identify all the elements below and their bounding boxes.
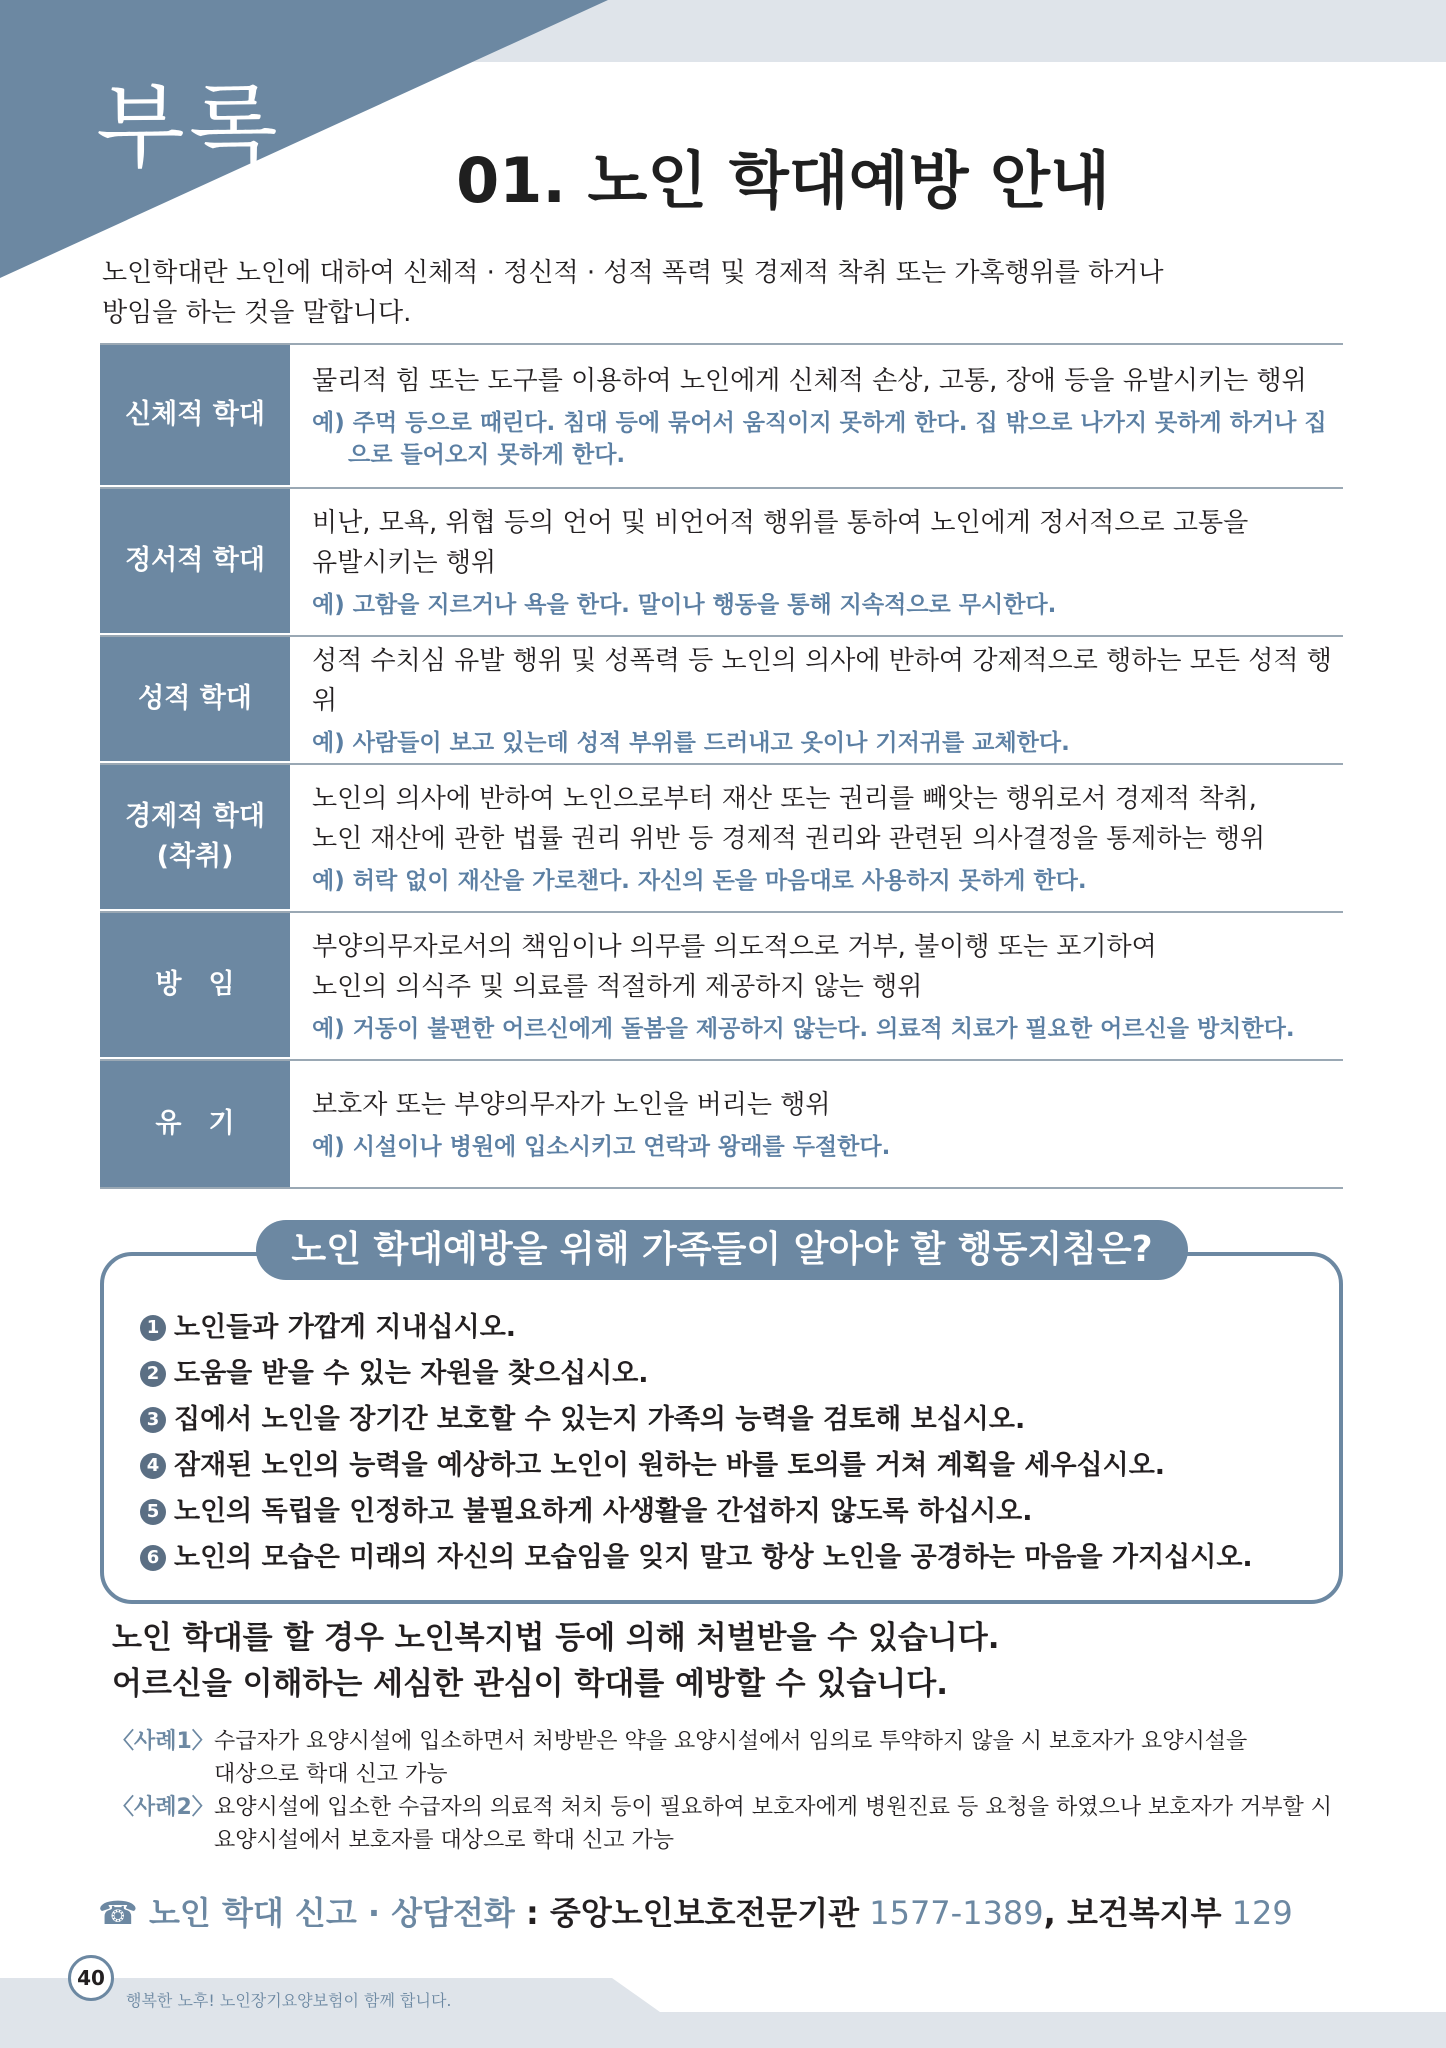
description-text: 노인의 의식주 및 의료를 적절하게 제공하지 않는 행위 — [312, 972, 923, 1002]
guideline-text: 노인의 모습은 미래의 자신의 모습임을 잊지 말고 항상 노인을 공경하는 마음을 가지십시오. — [174, 1542, 1253, 1573]
case-text: 수급자가 요양시설에 입소하면서 처방받은 약을 요양시설에서 임의로 투약하지 않을 시 보호자가 요양시설을 — [214, 1729, 1248, 1754]
list-item — [140, 1351, 1320, 1397]
case-text: 대상으로 학대 신고 가능 — [214, 1762, 448, 1787]
description-cell — [290, 1061, 1343, 1187]
description-cell — [290, 345, 1343, 487]
description-cell — [290, 489, 1343, 635]
description-cell — [290, 913, 1343, 1059]
category-label: 유 기 — [155, 1108, 235, 1139]
intro-line-2: 방임을 하는 것을 말합니다. — [102, 298, 412, 328]
description-cell — [290, 765, 1343, 911]
page-number: 40 — [68, 1955, 114, 2001]
description-text: 유발시키는 행위 — [312, 548, 497, 578]
example-text: 예) 주먹 등으로 때린다. 침대 등에 묶어서 움직이지 못하게 한다. 집 밖으로 나가지 못하게 하거나 집으로 들어오지 못하게 한다. — [312, 410, 1327, 468]
intro-paragraph — [102, 253, 1352, 333]
abuse-types-table — [100, 343, 1343, 1189]
hotline-org-1: 중앙노인보호전문기관 — [549, 1894, 860, 1932]
case-item — [112, 1725, 1372, 1791]
description-text: 보호자 또는 부양의무자가 노인을 버리는 행위 — [312, 1090, 831, 1120]
category-label: 경제적 학대 — [125, 801, 265, 832]
description-cell — [290, 637, 1343, 763]
category-cell — [100, 637, 290, 763]
guideline-text: 노인의 독립을 인정하고 불필요하게 사생활을 간섭하지 않도록 하십시오. — [174, 1496, 1033, 1527]
category-cell — [100, 913, 290, 1059]
page-title: 01. 노인 학대예방 안내 — [456, 144, 1110, 217]
example-text: 예) 거동이 불편한 어르신에게 돌봄을 제공하지 않는다. 의료적 치료가 필요한 어르신을 방치한다. — [312, 1016, 1295, 1042]
description-text: 부양의무자로서의 책임이나 의무를 의도적으로 거부, 불이행 또는 포기하여 — [312, 932, 1157, 962]
list-item — [140, 1535, 1320, 1581]
table-row — [100, 343, 1343, 489]
case-tag: 〈사례1〉 — [112, 1729, 214, 1754]
example-text: 예) 시설이나 병원에 입소시키고 연락과 왕래를 두절한다. — [312, 1134, 891, 1160]
number-badge-icon: 3 — [140, 1407, 166, 1433]
hotline-number-1: 1577-1389 — [859, 1894, 1044, 1932]
number-badge-icon: 2 — [140, 1361, 166, 1387]
phone-icon: ☎ — [98, 1894, 149, 1932]
hotline-label: 노인 학대 신고 · 상담전화 — [149, 1894, 515, 1932]
closing-line-2: 어르신을 이해하는 세심한 관심이 학대를 예방할 수 있습니다. — [112, 1666, 948, 1702]
category-label: 방 임 — [155, 969, 235, 1000]
number-badge-icon: 1 — [140, 1315, 166, 1341]
description-text: 노인 재산에 관한 법률 권리 위반 등 경제적 권리와 관련된 의사결정을 통제하는 행위 — [312, 824, 1266, 854]
category-label: 정서적 학대 — [125, 545, 265, 576]
intro-line-1: 노인학대란 노인에 대하여 신체적 · 정신적 · 성적 폭력 및 경제적 착취 또는 가혹행위를 하거나 — [102, 258, 1164, 288]
category-cell — [100, 489, 290, 635]
guidelines-title: 노인 학대예방을 위해 가족들이 알아야 할 행동지침은? — [256, 1220, 1188, 1280]
category-sublabel: (착취) — [156, 841, 234, 872]
example-text: 예) 사람들이 보고 있는데 성적 부위를 드러내고 옷이나 기저귀를 교체한다. — [312, 730, 1070, 756]
closing-line-1: 노인 학대를 할 경우 노인복지법 등에 의해 처벌받을 수 있습니다. — [112, 1620, 1000, 1656]
case-text: 요양시설에 입소한 수급자의 의료적 처치 등이 필요하여 보호자에게 병원진료 등 요청을 하였으나 보호자가 거부할 시 — [214, 1795, 1333, 1820]
appendix-label: 부록 — [96, 74, 282, 181]
closing-statement — [112, 1615, 1000, 1707]
number-badge-icon: 5 — [140, 1499, 166, 1525]
category-label: 성적 학대 — [138, 683, 252, 714]
description-text: 비난, 모욕, 위협 등의 언어 및 비언어적 행위를 통하여 노인에게 정서적으로 고통을 — [312, 508, 1249, 538]
number-badge-icon: 6 — [140, 1545, 166, 1571]
hotline-info — [98, 1890, 1293, 1936]
example-text: 예) 고함을 지르거나 욕을 한다. 말이나 행동을 통해 지속적으로 무시한다. — [312, 592, 1057, 618]
category-label: 신체적 학대 — [125, 399, 265, 430]
list-item — [140, 1443, 1320, 1489]
number-badge-icon: 4 — [140, 1453, 166, 1479]
hotline-org-2: 보건복지부 — [1066, 1894, 1222, 1932]
guidelines-list — [140, 1305, 1320, 1581]
case-text: 요양시설에서 보호자를 대상으로 학대 신고 가능 — [214, 1828, 675, 1853]
table-row — [100, 1061, 1343, 1189]
hotline-separator: , — [1043, 1894, 1067, 1932]
case-item — [112, 1791, 1372, 1857]
category-cell — [100, 345, 290, 487]
guideline-text: 집에서 노인을 장기간 보호할 수 있는지 가족의 능력을 검토해 보십시오. — [174, 1404, 1026, 1435]
category-cell — [100, 765, 290, 911]
guideline-text: 잠재된 노인의 능력을 예상하고 노인이 원하는 바를 토의를 거쳐 계획을 세우십시오. — [174, 1450, 1166, 1481]
case-tag: 〈사례2〉 — [112, 1795, 214, 1820]
guideline-text: 노인들과 가깝게 지내십시오. — [174, 1312, 517, 1343]
case-examples — [112, 1725, 1372, 1857]
table-row — [100, 765, 1343, 913]
list-item — [140, 1305, 1320, 1351]
category-cell — [100, 1061, 290, 1187]
table-row — [100, 489, 1343, 637]
description-text: 성적 수치심 유발 행위 및 성폭력 등 노인의 의사에 반하여 강제적으로 행하는 모든 성적 행위 — [312, 646, 1332, 716]
list-item — [140, 1489, 1320, 1535]
hotline-colon: : — [514, 1894, 550, 1932]
footer-slogan: 행복한 노후! 노인장기요양보험이 함께 합니다. — [126, 1991, 452, 2010]
hotline-number-2: 129 — [1221, 1894, 1293, 1932]
description-text: 노인의 의사에 반하여 노인으로부터 재산 또는 권리를 빼앗는 행위로서 경제적 착취, — [312, 784, 1257, 814]
guideline-text: 도움을 받을 수 있는 자원을 찾으십시오. — [174, 1358, 649, 1389]
description-text: 물리적 힘 또는 도구를 이용하여 노인에게 신체적 손상, 고통, 장애 등을 유발시키는 행위 — [312, 366, 1307, 396]
example-text: 예) 허락 없이 재산을 가로챈다. 자신의 돈을 마음대로 사용하지 못하게 한다. — [312, 868, 1087, 894]
corner-triangle — [0, 0, 608, 278]
table-row — [100, 637, 1343, 765]
list-item — [140, 1397, 1320, 1443]
table-row — [100, 913, 1343, 1061]
